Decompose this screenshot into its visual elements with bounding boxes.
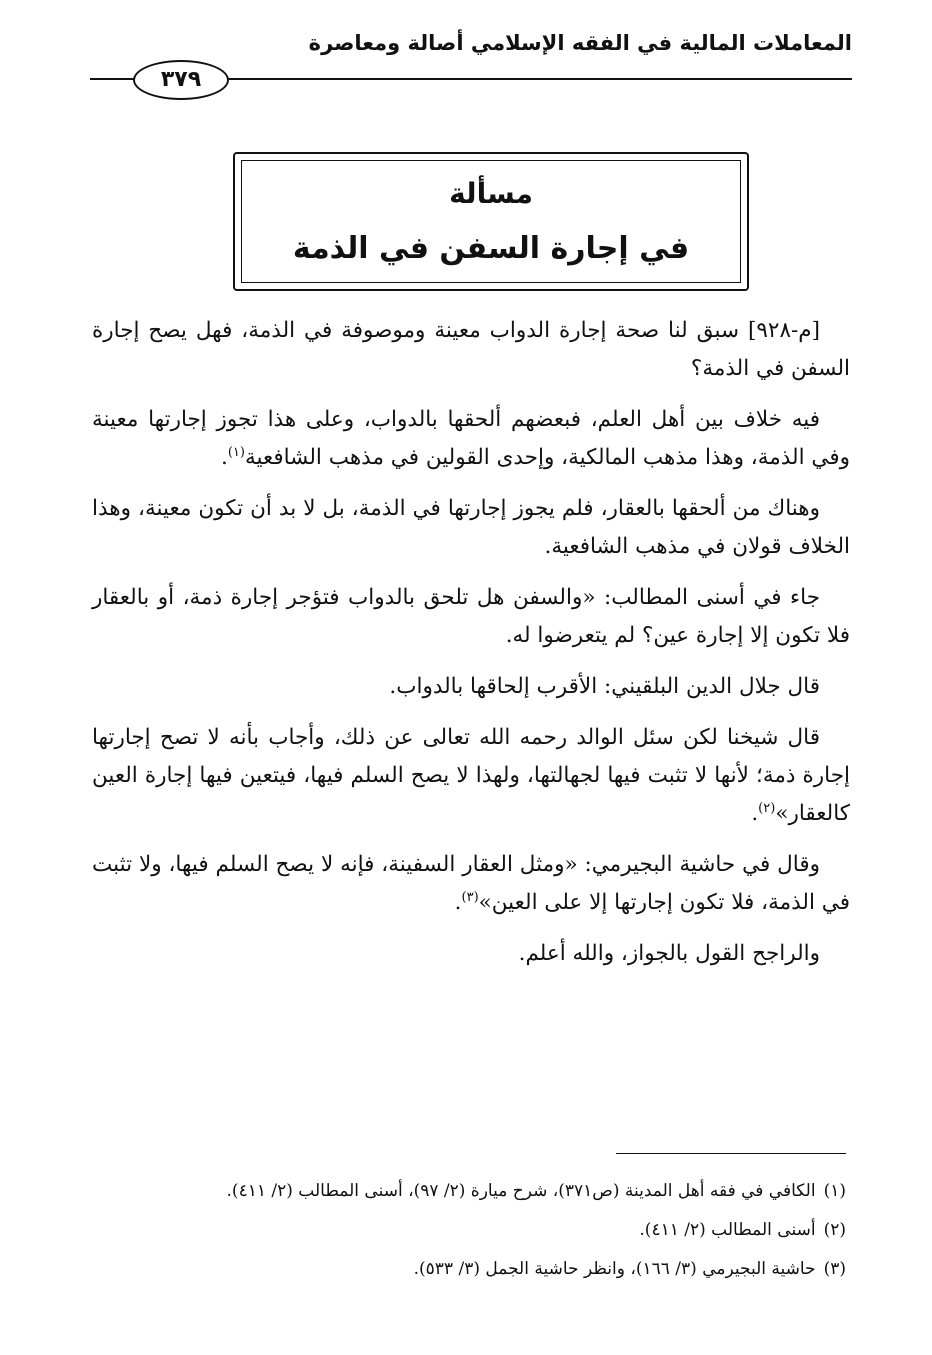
paragraph-text: جاء في أسنى المطالب: «والسفن هل تلحق بالدواب فتؤجر إجارة ذمة، أو بالعقار فلا تكون إلا إجارة عين؟ لم يتعرضوا له.	[92, 585, 850, 648]
paragraph	[92, 490, 850, 566]
paragraph	[92, 935, 850, 973]
paragraph-text: قال شيخنا لكن سئل الوالد رحمه الله تعالى عن ذلك، وأجاب بأنه لا تصح إجارتها إجارة ذمة؛ لأنها لا تثبت فيها لجهالتها، ولهذا لا يصح السلم فيها، فيتعين فيها إجارة العين كالعقار»	[92, 725, 850, 826]
paragraph-tail: .	[751, 801, 759, 826]
footnote-text: الكافي في فقه أهل المدينة (ص٣٧١)، شرح ميارة (٢/ ٩٧)، أسنى المطالب (٢/ ٤١١).	[226, 1181, 816, 1201]
title-line-1: مسألة	[449, 177, 533, 210]
footnote-ref: (٢)	[758, 800, 776, 816]
paragraph-text: وهناك من ألحقها بالعقار، فلم يجوز إجارتها في الذمة، بل لا بد أن تكون معينة، وهذا الخلاف قولان في مذهب الشافعية.	[92, 496, 850, 559]
title-box	[233, 152, 749, 291]
paragraph	[92, 719, 850, 833]
paragraph	[92, 668, 850, 706]
footnote-text: أسنى المطالب (٢/ ٤١١).	[639, 1220, 816, 1240]
footnote-number: (١)	[823, 1181, 846, 1201]
running-header: المعاملات المالية في الفقه الإسلامي أصالة ومعاصرة	[308, 31, 852, 55]
paragraph-text: قال جلال الدين البلقيني: الأقرب إلحاقها بالدواب.	[389, 674, 820, 699]
footnote-ref: (٣)	[461, 889, 479, 905]
paragraph	[92, 579, 850, 655]
paragraph	[92, 401, 850, 477]
footnote-separator	[616, 1153, 846, 1154]
footnote-item	[76, 1250, 846, 1289]
footnote-item	[76, 1211, 846, 1250]
paragraph-tail: .	[454, 890, 462, 915]
page-number: ٣٧٩	[133, 60, 229, 100]
footnotes	[76, 1172, 846, 1289]
footnote-number: (٣)	[823, 1259, 846, 1279]
paragraph	[92, 846, 850, 922]
footnote-ref: (١)	[227, 444, 245, 460]
paragraph-text: [م-٩٢٨] سبق لنا صحة إجارة الدواب معينة وموصوفة في الذمة، فهل يصح إجارة السفن في الذمة؟	[92, 318, 850, 381]
footnote-text: حاشية البجيرمي (٣/ ١٦٦)، وانظر حاشية الجمل (٣/ ٥٣٣).	[413, 1259, 816, 1279]
footnote-number: (٢)	[823, 1220, 846, 1240]
body-text	[92, 312, 850, 986]
paragraph-tail: .	[220, 445, 228, 470]
paragraph-text: فيه خلاف بين أهل العلم، فبعضهم ألحقها بالدواب، وعلى هذا تجوز إجارتها معينة وفي الذمة، وهذا مذهب المالكية، وإحدى القولين في مذهب الشافعية	[92, 407, 850, 470]
footnote-item	[76, 1172, 846, 1211]
paragraph-text: وقال في حاشية البجيرمي: «ومثل العقار السفينة، فإنه لا يصح السلم فيها، ولا تثبت في الذمة، فلا تكون إجارتها إلا على العين»	[92, 852, 850, 915]
title-line-2: في إجارة السفن في الذمة	[292, 231, 690, 266]
paragraph-text: والراجح القول بالجواز، والله أعلم.	[518, 941, 820, 966]
paragraph	[92, 312, 850, 388]
